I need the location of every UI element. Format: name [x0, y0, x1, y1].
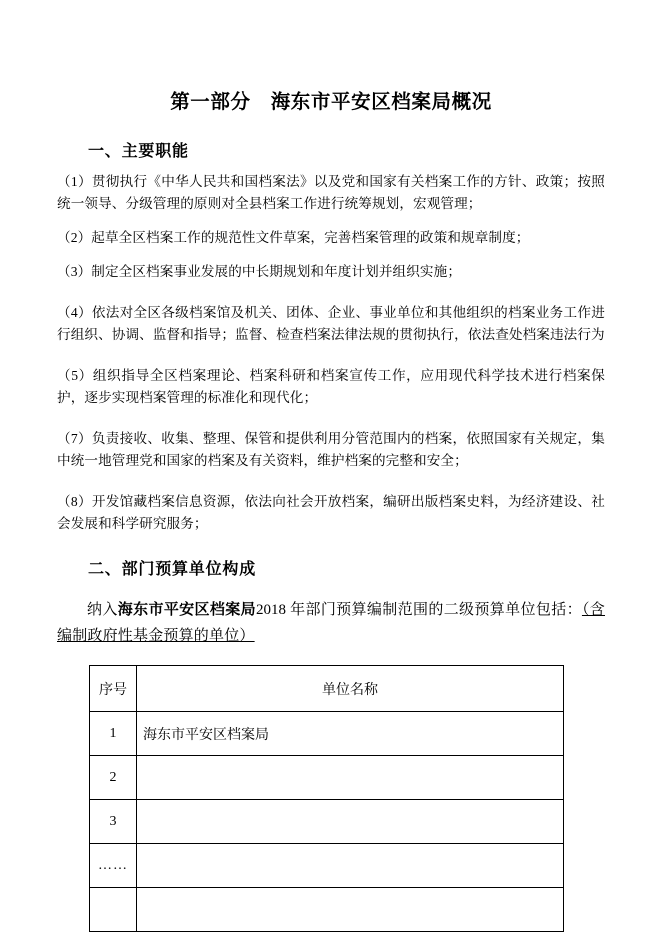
duty-item-2: （2）起草全区档案工作的规范性文件草案，完善档案管理的政策和规章制度；: [57, 229, 530, 245]
duty-item-3: （3）制定全区档案事业发展的中长期规划和年度计划并组织实施；: [57, 263, 462, 279]
table-cell-unit-name: [137, 756, 564, 800]
duty-item-8: （8）开发馆藏档案信息资源，依法向社会开放档案，编研出版档案史料，为经济建设、社会发展和科学研究服务；: [57, 494, 605, 532]
table-header-unit-name: 单位名称: [137, 666, 564, 712]
section-heading-main-duties: 一、主要职能: [88, 143, 189, 161]
table-cell-unit-name: [137, 844, 564, 888]
document-body: [57, 88, 605, 932]
table-cell-index: 1: [90, 712, 137, 756]
table-row: [90, 756, 564, 800]
duty-item-5: （5）组织指导全区档案理论、档案科研和档案宣传工作，应用现代科学技术进行档案保护，逐步实现档案管理的标准化和现代化；: [57, 367, 605, 405]
table-cell-unit-name: [137, 800, 564, 844]
duty-item-1: （1）贯彻执行《中华人民共和国档案法》以及党和国家有关档案工作的方针、政策；按照统一领导、分级管理的原则对全县档案工作进行统筹规划，宏观管理；: [57, 173, 605, 211]
intro-middle-text: 年部门预算编制范围的二级预算单位包括：: [285, 601, 582, 618]
budget-units-intro: [57, 597, 605, 650]
table-cell-unit-name: [137, 888, 564, 932]
table-header-index: 序号: [90, 666, 137, 712]
page-title: 第一部分 海东市平安区档案局概况: [170, 92, 492, 113]
table-cell-unit-name: 海东市平安区档案局: [137, 712, 564, 756]
section-heading-budget-units: 二、部门预算单位构成: [88, 561, 257, 579]
table-cell-index: [90, 888, 137, 932]
duty-item-7: （7）负责接收、收集、整理、保管和提供利用分管范围内的档案，依照国家有关规定，集中统一地管理党和国家的档案及有关资料，维护档案的完整和安全；: [57, 430, 605, 468]
intro-underlined-note: （含编制政府性基金预算的单位）: [57, 601, 605, 644]
table-header-row: [90, 666, 564, 712]
table-cell-index: 3: [90, 800, 137, 844]
budget-units-table: [89, 665, 564, 932]
table-cell-index-ellipsis: ……: [90, 844, 137, 888]
intro-budget-year: 2018: [255, 601, 286, 618]
table-cell-index: 2: [90, 756, 137, 800]
duty-item-4: （4）依法对全区各级档案馆及机关、团体、企业、事业单位和其他组织的档案业务工作进行组织、协调、监督和指导；监督、检查档案法律法规的贯彻执行，依法查处档案违法行为: [57, 304, 605, 342]
table-row: [90, 844, 564, 888]
intro-lead-text: 纳入: [87, 601, 118, 618]
table-row: [90, 712, 564, 756]
intro-bureau-name: 海东市平安区档案局: [117, 601, 256, 618]
table-row: [90, 800, 564, 844]
table-row: [90, 888, 564, 932]
